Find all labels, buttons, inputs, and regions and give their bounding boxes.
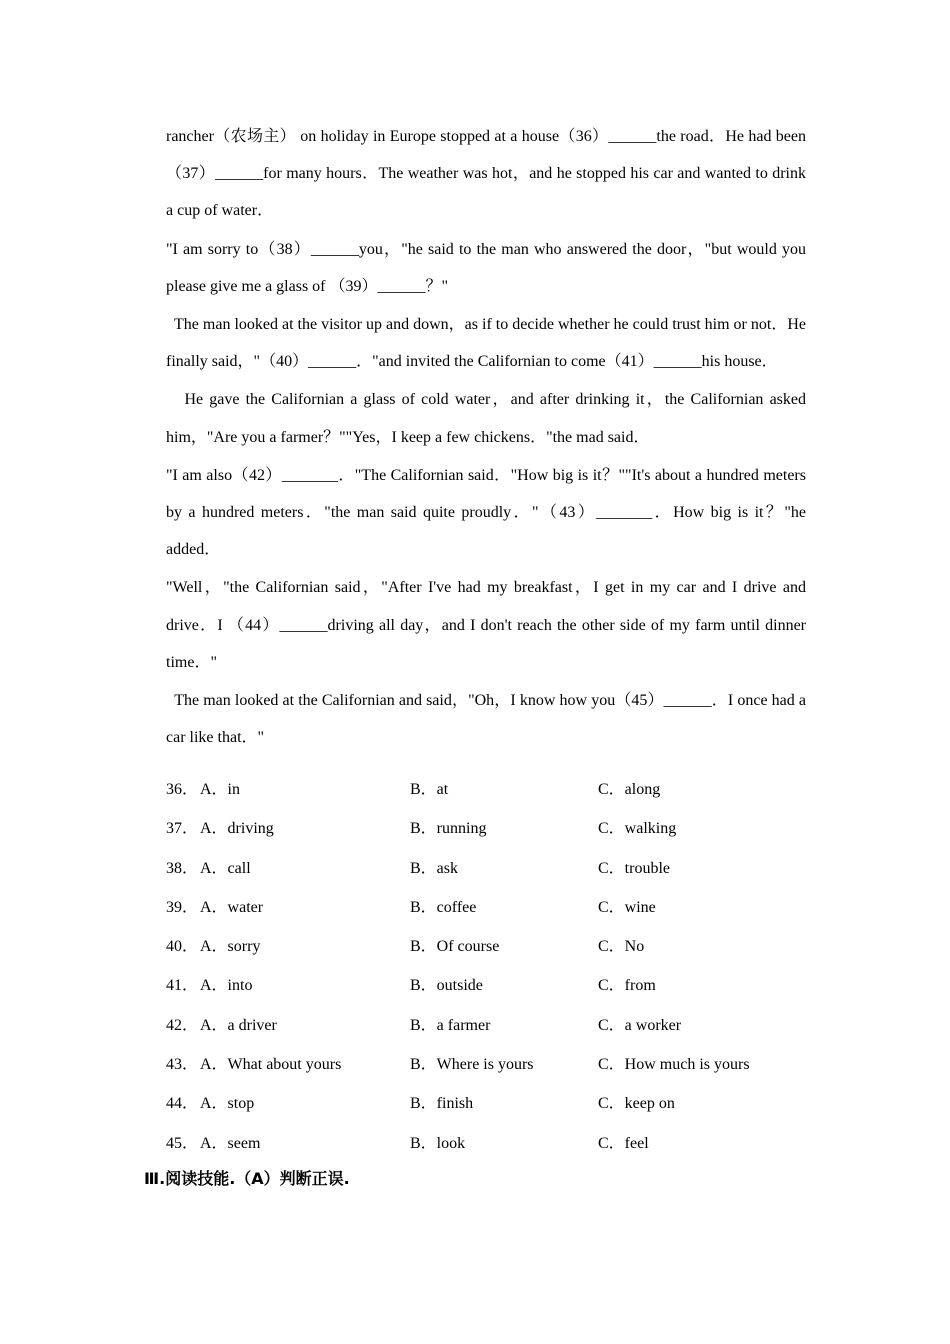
option-c: C．keep on <box>598 1095 675 1113</box>
option-a: A．stop <box>200 1095 255 1113</box>
passage-paragraph-6: "Well，"the Californian said，"After I've had my breakfast，I get in my car and I drive and drive．I （44）______driving all day，and I don't reach the other side of my farm until dinner time．" <box>166 579 806 671</box>
option-c: C．a worker <box>598 1016 682 1034</box>
question-number: 45． <box>166 1134 199 1152</box>
option-row-44 <box>166 1084 806 1123</box>
option-row-37 <box>166 809 806 848</box>
passage-paragraph-3: The man looked at the visitor up and down，as if to decide whether he could trust him or not．He finally said，"（40）______．"and invited the Californian to come（41）______his house． <box>166 316 810 371</box>
option-c: C．along <box>598 781 661 798</box>
option-b: B．Where is yours <box>410 1056 534 1074</box>
question-number: 38． <box>166 859 199 877</box>
option-row-43 <box>166 1045 806 1084</box>
option-c: C．walking <box>598 820 677 838</box>
option-c: C．How much is yours <box>598 1056 750 1074</box>
passage-paragraph-2: "I am sorry to（38）______you，"he said to the man who answered the door，"but would you please give me a glass of （39）______？" <box>166 240 806 295</box>
passage-paragraph-7: The man looked at the Californian and said，"Oh，I know how you（45）______．I once had a car like that．" <box>166 692 810 747</box>
option-c: C．feel <box>598 1134 649 1152</box>
passage-paragraph-1: rancher（农场主） on holiday in Europe stopped at a house（36）______the road．He had been（37）______for many hours．The weather was hot，and he stopped his car and wanted to drink a cup of water． <box>166 128 806 220</box>
question-number: 41． <box>166 977 199 995</box>
option-c: C．No <box>598 938 645 956</box>
option-b: B．ask <box>410 859 459 877</box>
option-row-45 <box>166 1124 806 1163</box>
option-b: B．running <box>410 820 487 838</box>
option-row-36 <box>166 770 806 809</box>
option-row-41 <box>166 966 806 1005</box>
option-b: B．at <box>410 781 449 798</box>
question-number: 39． <box>166 898 199 916</box>
option-b: B．finish <box>410 1095 474 1113</box>
option-c: C．from <box>598 977 656 995</box>
passage-paragraph-5: "I am also（42）_______．"The Californian said．"How big is it？""It's about a hundred meters by a hundred meters．"the man said quite proudly．"（43）_______．How big is it？"he added． <box>166 466 806 559</box>
option-row-39 <box>166 888 806 927</box>
option-b: B．coffee <box>410 898 477 916</box>
option-a: A．What about yours <box>200 1056 342 1074</box>
section-heading: Ⅲ.阅读技能.（A）判断正误. <box>144 1169 350 1188</box>
option-row-42 <box>166 1006 806 1045</box>
question-number: 42． <box>166 1016 199 1034</box>
passage <box>166 118 810 757</box>
option-a: A．sorry <box>200 938 261 956</box>
option-b: B．outside <box>410 977 483 995</box>
question-number: 36． <box>166 781 199 798</box>
option-a: A．water <box>200 898 264 916</box>
option-row-40 <box>166 927 806 966</box>
option-c: C．wine <box>598 898 656 916</box>
option-a: A．seem <box>200 1134 261 1152</box>
option-b: B．look <box>410 1134 466 1152</box>
option-a: A．into <box>200 977 253 995</box>
option-a: A．call <box>200 859 251 877</box>
option-a: A．a driver <box>200 1016 277 1034</box>
passage-paragraph-4: He gave the Californian a glass of cold water，and after drinking it，the Californian asked him，"Are you a farmer？""Yes，I keep a few chickens．"the mad said． <box>166 391 810 446</box>
option-b: B．Of course <box>410 938 500 956</box>
option-c: C．trouble <box>598 859 670 877</box>
question-number: 37． <box>166 820 199 838</box>
answer-options <box>166 770 806 1163</box>
option-b: B．a farmer <box>410 1016 491 1034</box>
option-row-38 <box>166 849 806 888</box>
option-a: A．in <box>200 781 241 798</box>
question-number: 40． <box>166 938 199 956</box>
option-a: A．driving <box>200 820 274 838</box>
question-number: 43． <box>166 1056 199 1074</box>
question-number: 44． <box>166 1095 199 1113</box>
